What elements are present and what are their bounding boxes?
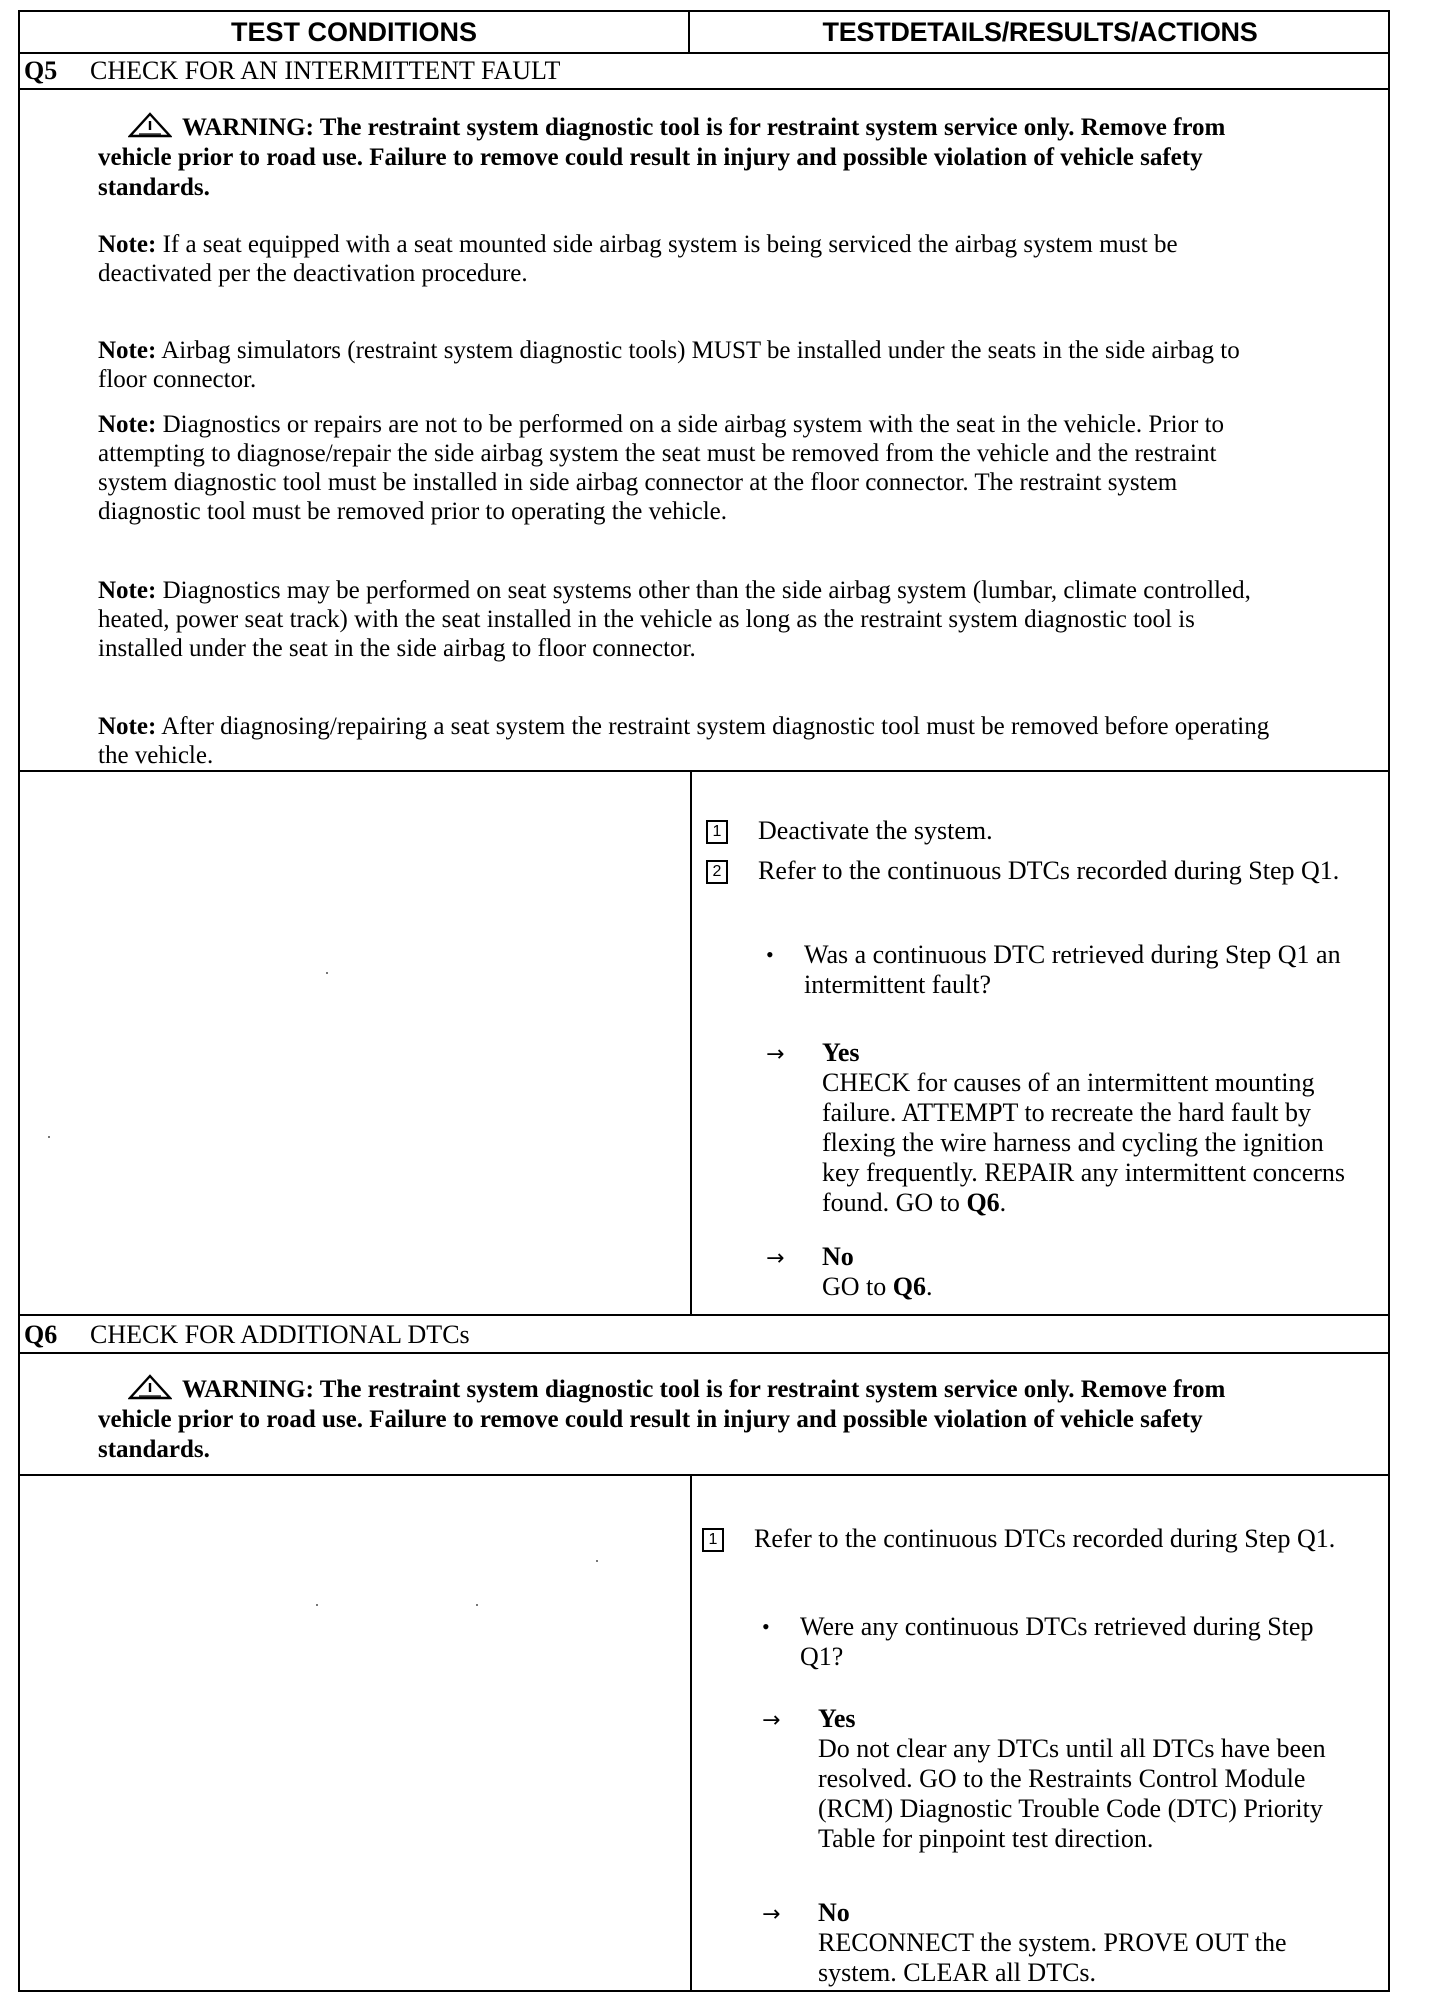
q5-actions-panel xyxy=(20,772,1388,1316)
q6-no-label: No xyxy=(818,1898,850,1927)
q6-yes-label: Yes xyxy=(818,1704,856,1733)
q5-no-label: No xyxy=(822,1242,854,1271)
q6-step-1-box: 1 xyxy=(702,1528,724,1552)
q5-note-3-text: Diagnostics or repairs are not to be performed on a side airbag system with the seat in the vehicle. Prior to attempting to diagnose/repair the side airbag system the seat must be removed from the vehicle and the restraint system diagnostic tool must be installed in side airbag connector at the floor connector. The restraint system diagnostic tool must be removed prior to operating the vehicle. xyxy=(98,411,1225,525)
q6-yes-arrow-icon: → xyxy=(762,1708,781,1733)
q6-bullet-icon: • xyxy=(762,1614,770,1639)
note-label: Note: xyxy=(98,577,157,604)
q6-step-1-text: Refer to the continuous DTCs recorded during Step Q1. xyxy=(754,1524,1336,1553)
q5-step-number: Q5 xyxy=(24,56,58,85)
q6-actions-panel xyxy=(20,1476,1388,1992)
q6-no-text: RECONNECT the system. PROVE OUT the system. CLEAR all DTCs. xyxy=(818,1928,1287,1987)
q5-note-4 xyxy=(98,576,1278,663)
q5-question: Was a continuous DTC retrieved during Step Q1 an intermittent fault? xyxy=(804,940,1341,999)
q6-warning xyxy=(98,1374,1298,1465)
q5-yes-arrow-icon: → xyxy=(766,1042,785,1067)
scan-speck xyxy=(326,972,328,974)
q5-title-band xyxy=(20,52,1388,90)
note-label: Note: xyxy=(98,337,157,364)
q5-note-5 xyxy=(98,712,1278,770)
note-label: Note: xyxy=(98,231,157,258)
q5-step-2-box: 2 xyxy=(706,860,728,884)
diagnostic-table xyxy=(18,10,1390,1992)
q5-step-title: CHECK FOR AN INTERMITTENT FAULT xyxy=(90,56,561,85)
q5-no-goto: Q6 xyxy=(892,1272,927,1301)
q5-note-4-text: Diagnostics may be performed on seat systems other than the side airbag system (lumbar, climate controlled, heated, power seat track) with the seat installed in the vehicle as long as the restraint system diagnostic tool is installed under the seat in the side airbag to floor connector. xyxy=(98,577,1251,662)
header-test-details: TESTDETAILS/RESULTS/ACTIONS xyxy=(822,17,1258,47)
q6-step-number: Q6 xyxy=(24,1320,58,1349)
q5-bullet-icon: • xyxy=(766,942,774,967)
q5-yes-result: Yes CHECK for causes of an intermittent mounting failure. ATTEMPT to recreate the hard fault by flexing the wire harness and cycling the ignition key frequently. REPAIR any intermittent concerns found. GO to Q6. xyxy=(822,1038,1362,1218)
q6-warning-text: WARNING: The restraint system diagnostic tool is for restraint system service only. Remove from vehicle prior to road use. Failure to remove could result in injury and possible violation of vehicle safety standards. xyxy=(98,1376,1226,1463)
q5-step-1-box: 1 xyxy=(706,820,728,844)
q5-note-2-text: Airbag simulators (restraint system diagnostic tools) MUST be installed under the seats in the side airbag to floor connector. xyxy=(98,337,1240,393)
q5-note-5-text: After diagnosing/repairing a seat system the restraint system diagnostic tool must be removed before operating the vehicle. xyxy=(98,713,1270,769)
scan-speck xyxy=(596,1560,598,1562)
q6-title-band xyxy=(20,1316,1388,1354)
table-header xyxy=(20,12,1388,54)
q5-yes-text: CHECK for causes of an intermittent mounting failure. ATTEMPT to recreate the hard fault by flexing the wire harness and cycling the ignition key frequently. REPAIR any intermittent concerns found. GO to xyxy=(822,1068,1346,1217)
q5-step-2-text: Refer to the continuous DTCs recorded during Step Q1. xyxy=(758,856,1340,885)
q5-no-result: No GO to Q6. xyxy=(822,1242,1362,1302)
q6-question: Were any continuous DTCs retrieved during Step Q1? xyxy=(800,1612,1314,1671)
q5-warning-text: WARNING: The restraint system diagnostic tool is for restraint system service only. Remove from vehicle prior to road use. Failure to remove could result in injury and possible violation of vehicle safety standards. xyxy=(98,114,1226,201)
q5-note-3 xyxy=(98,410,1278,526)
q5-note-1 xyxy=(98,230,1278,288)
q5-note-1-text: If a seat equipped with a seat mounted side airbag system is being serviced the airbag system must be deactivated per the deactivation procedure. xyxy=(98,231,1178,287)
column-divider xyxy=(690,772,692,1314)
scan-speck xyxy=(476,1604,478,1606)
q5-step-1-text: Deactivate the system. xyxy=(758,816,993,845)
q6-yes-result xyxy=(818,1704,1368,1854)
note-label: Note: xyxy=(98,713,157,740)
q6-yes-text: Do not clear any DTCs until all DTCs have been resolved. GO to the Restraints Control Module (RCM) Diagnostic Trouble Code (DTC) Priority Table for pinpoint test direction. xyxy=(818,1734,1326,1853)
note-label: Note: xyxy=(98,411,157,438)
q5-warning xyxy=(98,112,1298,203)
warning-triangle-icon xyxy=(128,112,172,138)
q5-no-arrow-icon: → xyxy=(766,1246,785,1271)
q5-no-text: GO to xyxy=(822,1272,887,1301)
q5-warning-panel xyxy=(20,90,1388,772)
column-divider xyxy=(690,1476,692,1992)
header-test-conditions: TEST CONDITIONS xyxy=(20,12,690,52)
q6-no-result xyxy=(818,1898,1368,1988)
q6-no-arrow-icon: → xyxy=(762,1902,781,1927)
scan-speck xyxy=(316,1604,318,1606)
q6-warning-panel xyxy=(20,1354,1388,1476)
q5-yes-goto: Q6 xyxy=(966,1188,1000,1217)
q5-note-2 xyxy=(98,336,1278,394)
q6-step-title: CHECK FOR ADDITIONAL DTCs xyxy=(90,1320,470,1349)
scan-speck xyxy=(48,1136,50,1138)
warning-triangle-icon xyxy=(128,1374,172,1400)
q5-yes-label: Yes xyxy=(822,1038,860,1067)
